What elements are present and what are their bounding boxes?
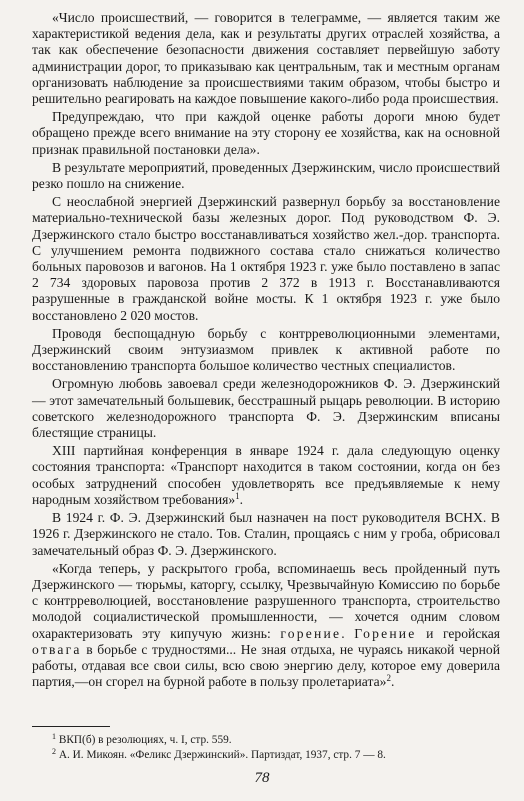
emphasis-text: горение [280,625,342,641]
paragraph-text: XIII партийная конференция в январе 1924 г. дала следующую оценку состояния транспорта: «Транспорт находится в таком состоянии, когда он без особых затруднений способен удовлетворять все предъявляемые к нему народным хозяйством требования» [32,443,500,507]
footnote-text: ВКП(б) в резолюциях, ч. I, стр. 559. [58,734,232,746]
paragraph: XIII партийная конференция в январе 1924 г. дала следующую оценку состояния транспорта: «Транспорт находится в таком состоянии, когда он без особых затруднений способен удовлетворять все предъявляемые к нему народным хозяйством требования»$^1$. [32,443,500,507]
paragraph: С неослабной энергией Дзержинский развернул борьбу за восстановление материально-технической базы железных дорог. Под руководством Ф. Э. Дзержинского стало быстро восстанавливаться хозяйство жел.-дор. транспорта. С улучшением ремонта подвижного состава стало снижаться количество больных паровозов и вагонов. На 1 октября 1923 г. уже было поставлено в запас 2 734 здоровых паровоза против 2 372 в 1913 г. Восстанавливаются разрушенные в гражданской войне мосты. К 1 октября 1923 г. уже было восстановлено 2 020 мостов. [32,194,500,323]
paragraph-text: в борьбе с трудностями... Не зная отдыха, не чураясь никакой черной работы, отдавая все свои силы, всю свою энергию делу, которое ему доверила партия,—он сгорел на бурной работе в пользу пролетариата» [32,641,500,690]
emphasis-text: отвага [32,641,82,657]
paragraph: В 1924 г. Ф. Э. Дзержинский был назначен на пост руководителя ВСНХ. В 1926 г. Дзержинского не стало. Тов. Сталин, прощаясь с ним у гроба, обрисовал замечательный образ Ф. Э. Дзержинского. [32,510,500,558]
paragraph: Предупреждаю, что при каждой оценке работы дороги мною будет обращено прежде всего внимание на эту сторону ее хозяйства, как на основной признак правильной постановки дела». [32,109,500,157]
body-text [32,10,500,690]
paragraph: Проводя беспощадную борьбу с контрреволюционными элементами, Дзержинский своим энтузиазмом привлек к активной работе по восстановлению транспорта большое количество честных специалистов. [32,325,500,374]
footnotes [32,733,512,763]
footnote [32,733,512,748]
paragraph: В результате мероприятий, проведенных Дзержинским, число происшествий резко пошло на снижение. [32,159,500,192]
paragraph: «Число происшествий, — говорится в телеграмме, — является таким же характеристикой ведения дела, как и результаты других отраслей хозяйства, а так как обеспечение безопасности движения составляет первейшую заботу администрации дорог, то приказываю как центральным, так и местным органам организовать наблюдение за происшествиями таким образом, чтобы быстро и решительно реагировать на каждое повышение какого-либо рода происшествия. [32,10,500,107]
footnote-number: 1 [52,732,56,741]
paragraph-text: и геройская [416,625,500,641]
paragraph: Огромную любовь завоевал среди железнодорожников Ф. Э. Дзержинский — этот замечательный большевик, бесстрашный рыцарь революции. В историю советского железнодорожного транспорта Ф. Э. Дзержинским вписаны блестящие страницы. [32,376,500,441]
footnote-number: 2 [52,747,56,756]
quote-paragraph: «Когда теперь, у раскрытого гроба, вспоминаешь весь пройденный путь Дзержинского — тюрьмы, каторгу, ссылку, Чрезвычайную Комиссию по борьбе с контрреволюцией, восстановление разрушенного транспорта, строительство молодой социалистической промышленности, — хочется одним словом охарактеризовать эту кипучую жизнь: горение. Горение и геройская отвага в борьбе с трудностями... Не зная отдыха, не чураясь никакой черной работы, отдавая все свои силы, всю свою энергию делу, которое ему доверила партия,—он сгорел на бурной работе в пользу пролетариата»$^2$. [32,560,500,690]
page-number: 78 [254,770,270,786]
footnote-divider [32,726,110,727]
footnote-text: А. И. Микоян. «Феликс Дзержинский». Партиздат, 1937, стр. 7 — 8. [58,749,386,761]
paragraph-text: «Когда теперь, у раскрытого гроба, вспоминаешь весь пройденный путь Дзержинского — тюрьмы, каторгу, ссылку, Чрезвычайную Комиссию по борьбе с контрреволюцией, восстановление разрушенного транспорта, строительство молодой социалистической промышленности, — хочется одним словом охарактеризовать эту кипучую жизнь: [32,560,500,641]
paragraph-text: . [341,625,355,641]
footnote-ref: 1 [235,490,240,501]
footnote-ref: 2 [386,673,391,684]
emphasis-text: Горение [354,625,417,641]
footnote [32,748,512,763]
